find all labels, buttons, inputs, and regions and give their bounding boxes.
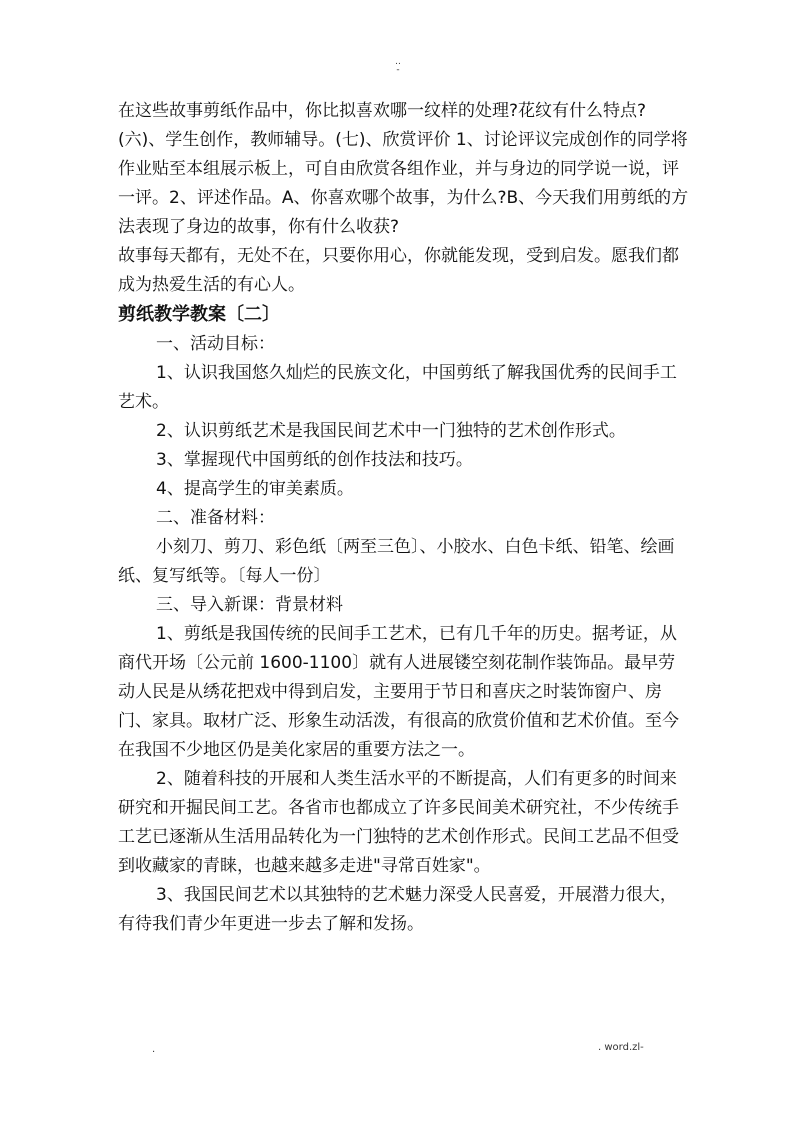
paragraph: 一、活动目标： — [156, 334, 275, 354]
header-mark: .. - — [395, 57, 401, 75]
paragraph: 1、认识我国悠久灿烂的民族文化，中国剪纸了解我国优秀的民间手工艺术。 — [118, 363, 677, 412]
paragraph: 故事每天都有，无处不在，只要你用心，你就能发现，受到启发。愿我们都成为热爱生活的有心人。 — [118, 246, 679, 295]
footer-watermark: . word.zl- — [598, 1042, 644, 1053]
paragraph: 1、剪纸是我国传统的民间手工艺术，已有几千年的历史。据考证，从商代开场〔公元前 1600-1100〕就有人进展镂空刻花制作装饰品。最早劳动人民是从绣花把戏中得到启发，主要用于节日和喜庆之时装饰窗户、房门、家具。取材广泛、形象生动活泼，有很高的欣赏价值和艺术价值。至今在我国不少地区仍是美化家居的重要方法之一。 — [118, 624, 679, 760]
paragraph: 3、我国民间艺术以其独特的艺术魅力深受人民喜爱，开展潜力很大，有待我们青少年更进一步去了解和发扬。 — [118, 885, 677, 934]
paragraph: 三、导入新课：背景材料 — [156, 595, 343, 615]
paragraph: 在这些故事剪纸作品中，你比拟喜欢哪一纹样的处理?花纹有什么特点? — [118, 101, 647, 121]
section-heading: 剪纸教学教案〔二〕 — [118, 304, 280, 325]
paragraph: 小刻刀、剪刀、彩色纸〔两至三色〕、小胶水、白色卡纸、铅笔、绘画纸、复写纸等。〔每人一份〕 — [118, 537, 675, 586]
paragraph: 2、随着科技的开展和人类生活水平的不断提高，人们有更多的时间来研究和开掘民间工艺。各省市也都成立了许多民间美术研究社，不少传统手工艺已逐渐从生活用品转化为一门独特的艺术创作形式。民间工艺品不但受到收藏家的青睐，也越来越多走进"寻常百姓家"。 — [118, 769, 679, 876]
paragraph: 3、掌握现代中国剪纸的创作技法和技巧。 — [156, 450, 473, 470]
paragraph: 4、提高学生的审美素质。 — [156, 479, 354, 499]
paragraph: 二、准备材料： — [156, 508, 275, 528]
footer-left-mark: . — [152, 1044, 156, 1055]
paragraph: (六)、学生创作，教师辅导。(七)、欣赏评价 1、讨论评议完成创作的同学将作业贴至本组展示板上，可自由欣赏各组作业，并与身边的同学说一说，评一评。2、评述作品。A、你喜欢哪个故事，为什么?B、今天我们用剪纸的方法表现了身边的故事，你有什么收获? — [118, 130, 689, 237]
paragraph: 2、认识剪纸艺术是我国民间艺术中一门独特的艺术创作形式。 — [156, 421, 626, 441]
document-body — [118, 97, 690, 939]
